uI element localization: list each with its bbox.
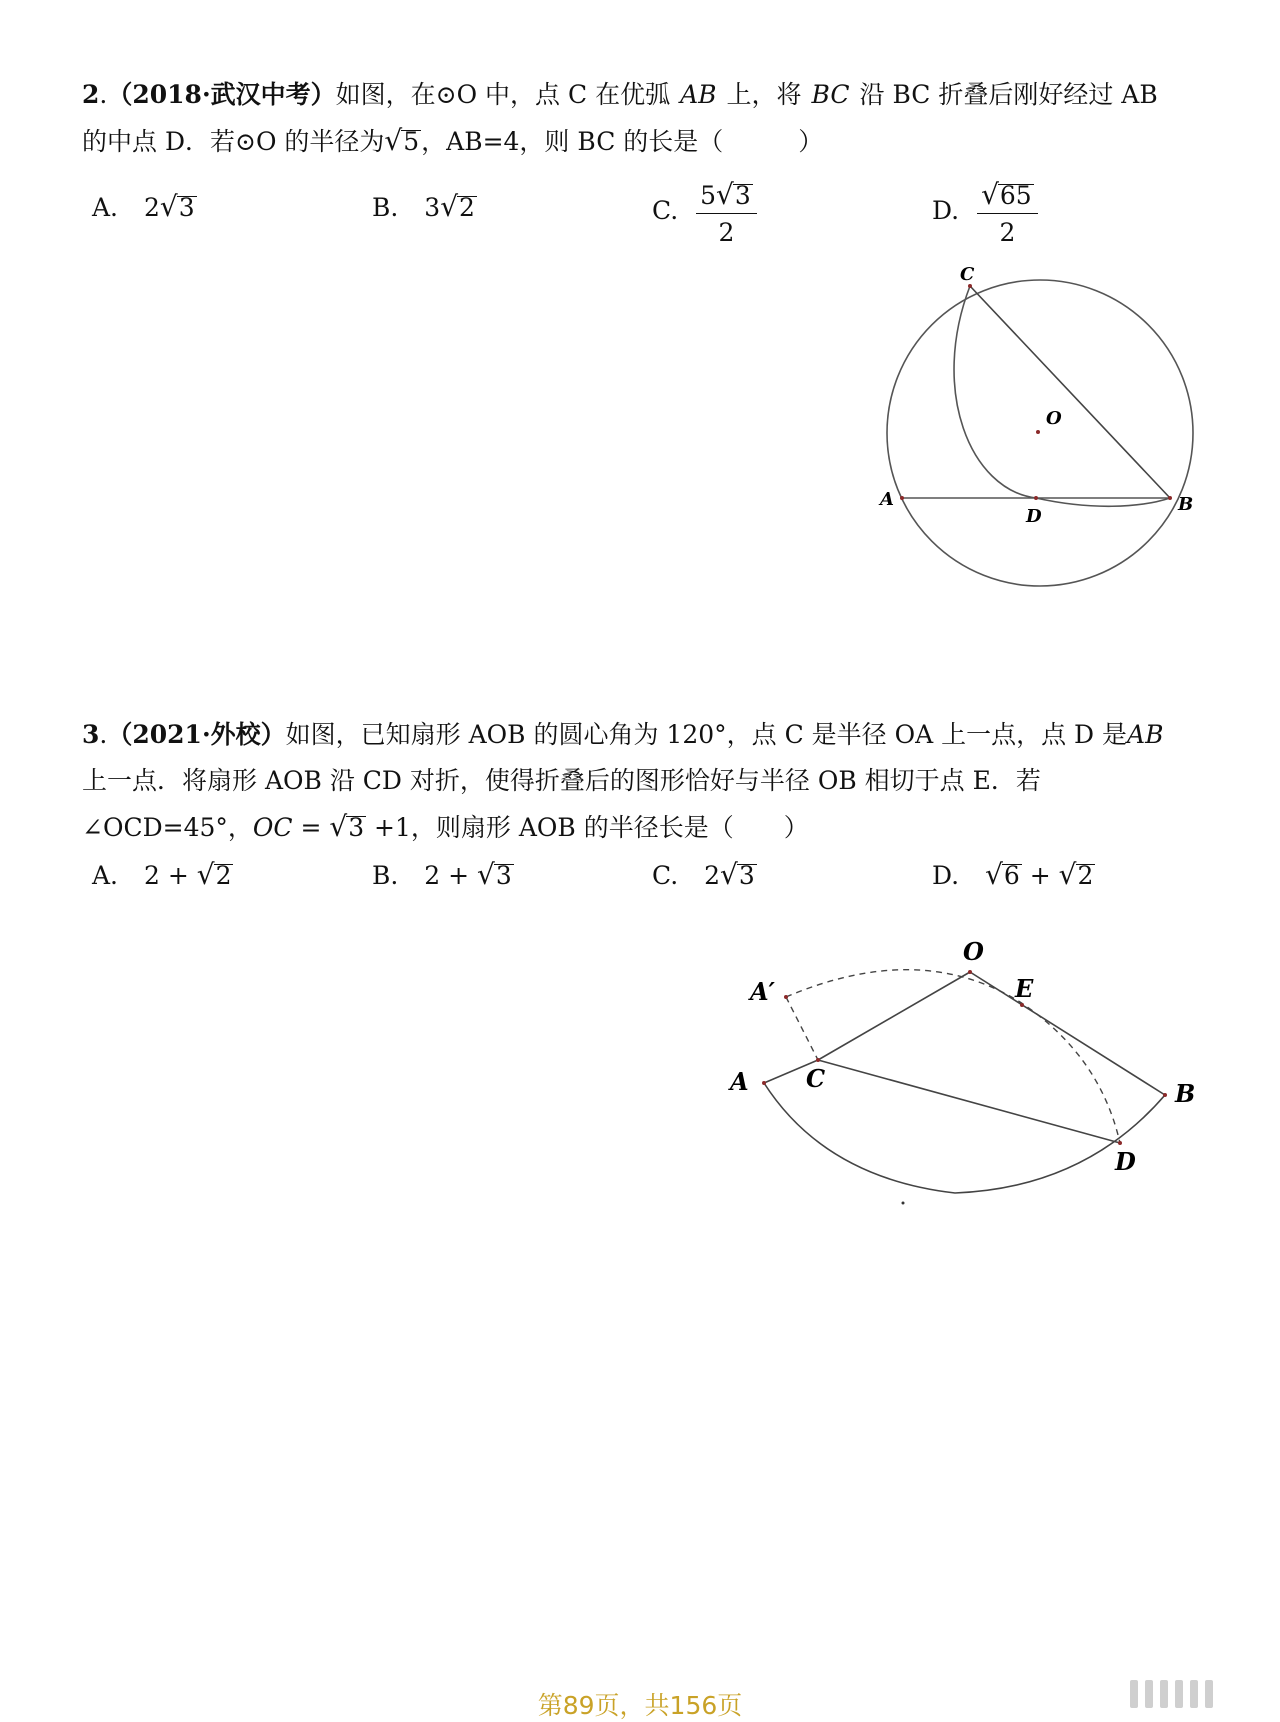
q2-option-b[interactable] bbox=[372, 190, 477, 223]
sqrt-sign: √ bbox=[440, 190, 459, 223]
q3-option-a[interactable] bbox=[92, 858, 233, 891]
question-2 bbox=[82, 72, 1212, 165]
label-d: D bbox=[1026, 506, 1042, 527]
label-a: A bbox=[730, 1067, 749, 1096]
q2-arc-bc: BC bbox=[811, 80, 850, 109]
q2-option-a[interactable] bbox=[92, 190, 197, 223]
fraction bbox=[696, 178, 757, 247]
radius-oc bbox=[818, 972, 970, 1060]
q2-figure bbox=[860, 260, 1220, 600]
label-c: C bbox=[806, 1064, 826, 1093]
point-b bbox=[1163, 1093, 1167, 1097]
label-e: E bbox=[1015, 974, 1034, 1003]
sqrt-sign: √ bbox=[985, 858, 1003, 891]
label-o: O bbox=[1046, 408, 1062, 429]
q2-radius-radicand: 5 bbox=[403, 127, 420, 156]
q3-text-3b: ，则扇形 AOB 的半径长是（ ） bbox=[410, 813, 809, 842]
q3-line-2: 上一点．将扇形 AOB 沿 CD 对折，使得折叠后的图形恰好与半径 OB 相切于点 E．若 bbox=[82, 766, 1041, 795]
q3-oc: OC bbox=[252, 813, 293, 842]
option-label: A. bbox=[92, 861, 119, 890]
option-radicand: 2 bbox=[215, 861, 232, 890]
fold-line-cd bbox=[818, 1060, 1120, 1143]
toolbar-bar bbox=[1160, 1680, 1168, 1708]
folded-arc bbox=[954, 286, 1170, 506]
option-radicand: 3 bbox=[178, 193, 195, 222]
q2-text-1b: 上，将 bbox=[726, 80, 802, 109]
toolbar-bar bbox=[1145, 1680, 1153, 1708]
q2-text-1c: 沿 BC 折叠后刚好经过 AB bbox=[859, 80, 1158, 109]
sqrt-sign: √ bbox=[716, 178, 734, 211]
label-o: O bbox=[963, 937, 984, 966]
label-b: B bbox=[1178, 494, 1194, 515]
q2-option-c[interactable] bbox=[652, 178, 757, 247]
q2-text-1a: 如图，在⊙O 中，点 C 在优弧 bbox=[335, 80, 671, 109]
q3-arc-ab: AB bbox=[1127, 720, 1164, 749]
sqrt-sign: √ bbox=[981, 178, 999, 211]
q2-source: （2018·武汉中考） bbox=[107, 80, 336, 109]
point-d bbox=[1034, 496, 1038, 500]
q2-arc-ab: AB bbox=[680, 80, 717, 109]
option-label: D. bbox=[932, 196, 960, 225]
label-a: A bbox=[880, 489, 894, 510]
question-3 bbox=[82, 712, 1212, 851]
q3-eq: = bbox=[292, 813, 330, 842]
q2-text-2a: 的中点 D．若⊙O 的半径为 bbox=[82, 127, 385, 156]
point-d bbox=[1118, 1141, 1122, 1145]
folded-arc-dashed bbox=[786, 970, 1120, 1143]
toolbar-bar bbox=[1205, 1680, 1213, 1708]
option-radicand-2: 2 bbox=[1077, 861, 1094, 890]
option-radicand: 6 bbox=[1003, 861, 1020, 890]
sqrt-sign: √ bbox=[159, 190, 178, 223]
option-radicand: 3 bbox=[738, 861, 755, 890]
page-footer: 第89页，共156页 bbox=[537, 1691, 743, 1720]
q3-figure bbox=[720, 930, 1210, 1220]
q3-radicand: 3 bbox=[348, 813, 365, 842]
label-a-prime: A′ bbox=[750, 977, 775, 1006]
option-label: B. bbox=[372, 861, 399, 890]
option-label: A. bbox=[92, 193, 119, 222]
frac-num-coef: 5 bbox=[700, 181, 717, 210]
option-coef: 2 bbox=[143, 193, 160, 222]
q3-option-d[interactable] bbox=[932, 858, 1095, 891]
point-c bbox=[816, 1058, 820, 1062]
q3-option-c[interactable] bbox=[652, 858, 757, 891]
q3-line-1: 3.（2021·外校）如图，已知扇形 AOB 的圆心角为 120°，点 C 是半径 OA 上一点，点 D 是AB bbox=[82, 720, 1164, 749]
q2-option-d[interactable] bbox=[932, 178, 1038, 247]
option-radicand: 2 bbox=[459, 193, 475, 222]
option-prefix: 2 + bbox=[143, 861, 197, 890]
sqrt-sign: √ bbox=[477, 858, 495, 891]
sqrt-sign: √ bbox=[329, 810, 348, 843]
sqrt-sign: √ bbox=[196, 858, 215, 891]
option-mid: + bbox=[1021, 861, 1059, 890]
point-e bbox=[1020, 1003, 1024, 1007]
fraction bbox=[977, 178, 1038, 247]
toolbar-bar bbox=[1190, 1680, 1198, 1708]
sqrt-sign: √ bbox=[720, 858, 738, 891]
point-o bbox=[1036, 430, 1040, 434]
option-label: B. bbox=[372, 193, 399, 222]
point-b bbox=[1168, 496, 1172, 500]
point-a bbox=[900, 496, 904, 500]
option-prefix: 2 bbox=[704, 861, 721, 890]
option-coef: 3 bbox=[424, 193, 441, 222]
q2-line-2 bbox=[82, 118, 1212, 165]
point-o bbox=[968, 970, 972, 974]
label-d: D bbox=[1115, 1147, 1136, 1176]
q2-number: 2 bbox=[82, 80, 100, 109]
q3-text-3a: ∠OCD=45°， bbox=[82, 813, 253, 842]
q3-option-b[interactable] bbox=[372, 858, 514, 891]
point-a-prime bbox=[784, 995, 788, 999]
fold-edge-a-prime-c bbox=[786, 997, 818, 1060]
frac-num-radicand: 65 bbox=[999, 181, 1032, 210]
option-label: C. bbox=[652, 196, 679, 225]
option-label: C. bbox=[652, 861, 679, 890]
label-c: C bbox=[960, 264, 975, 285]
frac-num-radicand: 3 bbox=[734, 181, 751, 210]
option-radicand: 3 bbox=[495, 861, 512, 890]
q2-text-2b: ，AB=4，则 BC 的长是（ ） bbox=[421, 127, 824, 156]
q3-plus-one: +1 bbox=[366, 813, 411, 842]
toolbar-handle[interactable] bbox=[1130, 1680, 1220, 1712]
label-b: B bbox=[1175, 1079, 1196, 1108]
q3-line-3 bbox=[82, 804, 1212, 851]
toolbar-bar bbox=[1130, 1680, 1138, 1708]
sqrt-sign: √ bbox=[384, 124, 403, 157]
frac-denominator: 2 bbox=[718, 218, 735, 247]
circle-o bbox=[887, 280, 1193, 586]
q3-text-1a: 如图，已知扇形 AOB 的圆心角为 120°，点 C 是半径 OA 上一点，点 D 是 bbox=[285, 720, 1128, 749]
frac-denominator: 2 bbox=[999, 218, 1016, 247]
q2-line-1: 2.（2018·武汉中考）如图，在⊙O 中，点 C 在优弧 AB 上，将 BC 沿 BC 折叠后刚好经过 AB bbox=[82, 80, 1158, 109]
point-a bbox=[762, 1081, 766, 1085]
option-prefix: 2 + bbox=[424, 861, 478, 890]
q3-number: 3 bbox=[82, 720, 100, 749]
stray-dot bbox=[902, 1202, 905, 1205]
toolbar-bar bbox=[1175, 1680, 1183, 1708]
option-label: D. bbox=[932, 861, 960, 890]
q3-source: （2021·外校） bbox=[107, 720, 286, 749]
sqrt-sign: √ bbox=[1058, 858, 1077, 891]
